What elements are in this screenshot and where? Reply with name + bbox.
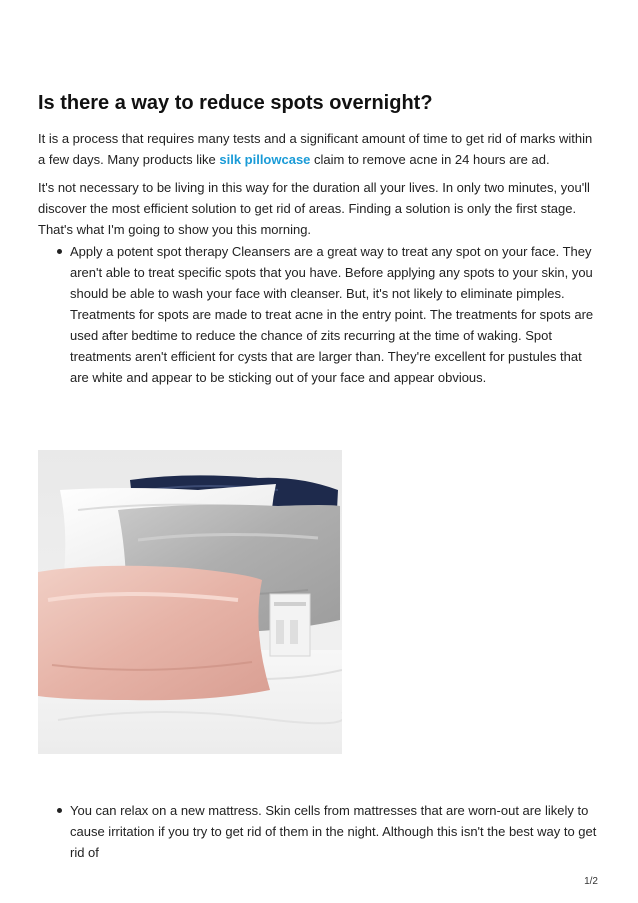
intro-text-before: It is a process that requires many tests and a significant amount of time to get rid of marks within a few days. Many products like <box>38 131 593 167</box>
page-number: 1/2 <box>584 876 598 887</box>
silk-pillowcase-link[interactable]: silk pillowcase <box>219 152 311 167</box>
intro-paragraph <box>38 128 598 170</box>
bullet-list-bottom <box>38 800 600 863</box>
bullet-icon <box>57 808 62 813</box>
page-title: Is there a way to reduce spots overnight? <box>38 92 433 114</box>
bullet-list-top <box>38 241 600 388</box>
silk-pillowcases-photo <box>38 450 342 754</box>
second-paragraph: It's not necessary to be living in this way for the duration all your lives. In only two minutes, you'll discover the most efficient solution to get rid of areas. Finding a solution is only the first stage. That's what I'm going to show you this morning. <box>38 180 590 237</box>
list-item-text: You can relax on a new mattress. Skin cells from mattresses that are worn-out are likely to cause irritation if you try to get rid of them in the night. Although this isn't the best way to get rid of <box>70 803 597 860</box>
list-item <box>38 800 600 863</box>
list-item <box>38 241 600 388</box>
list-item-text: Apply a potent spot therapy Cleansers are a great way to treat any spot on your face. They aren't able to treat specific spots that you have. Before applying any spots to your skin, you should be able to wash your face with cleanser. But, it's not likely to eliminate pimples. Treatments for spots are made to treat acne in the entry point. The treatments for spots are used after bedtime to reduce the chance of zits recurring at the time of waking. Spot treatments aren't efficient for cysts that are larger than. They're excellent for pustules that are white and appear to be sticking out of your face and appear obvious. <box>70 244 594 385</box>
bullet-icon <box>57 249 62 254</box>
intro-text-after: claim to remove acne in 24 hours are ad. <box>310 152 550 167</box>
